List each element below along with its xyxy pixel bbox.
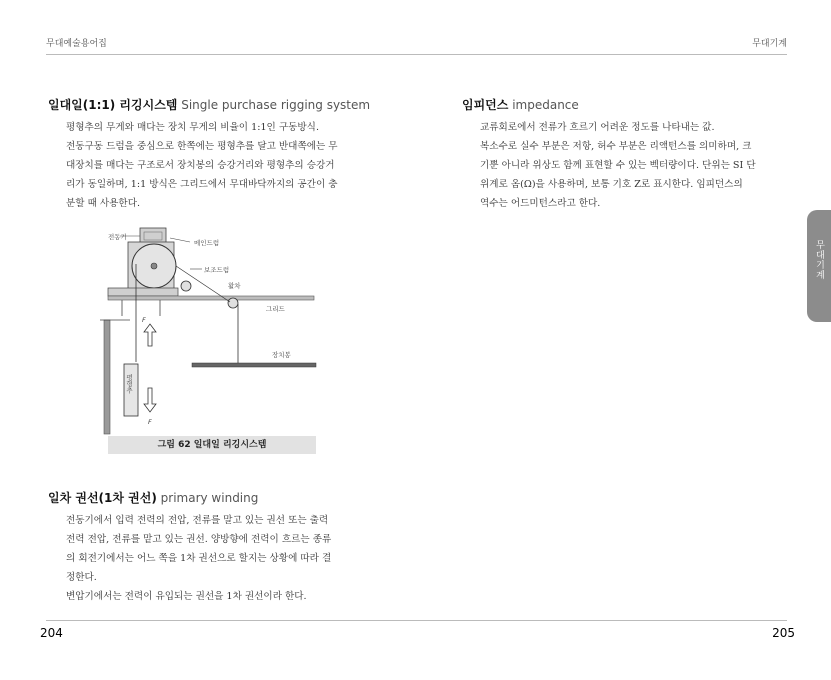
entry-title-korean: 일대일(1:1) 리깅시스템 [48,98,178,112]
running-header-section: 무대기계 [752,39,787,49]
entry-single-purchase-rigging [48,96,374,213]
motor-label: 전동기 [108,233,127,241]
entry-title-korean: 일차 권선(1차 권선) [48,491,157,505]
page-number-left: 204 [40,626,63,640]
entry-title-english: Single purchase rigging system [181,98,371,112]
entry-line: 전동기에서 입력 전력의 전압, 전류를 말고 있는 권선 또는 출력 [66,515,329,526]
entry-line: 위계로 옴(Ω)을 사용하며, 보통 기호 Z로 표시한다. 임피던스의 [480,179,743,190]
entry-line: 역수는 어드미턴스라고 한다. [480,198,601,209]
entry-line: 변압기에서는 전력이 유입되는 권선을 1차 권선이라 한다. [66,591,307,602]
entry-line: 분할 때 사용한다. [66,198,141,209]
figure-single-purchase-rigging [100,224,322,456]
main-drum-axle [151,263,157,269]
grid-beam [108,296,314,300]
entry-line: 기뿐 아니라 위상도 함께 표현할 수 있는 벡터량이다. 단위는 SI 단 [480,160,756,171]
header-rule [46,54,787,55]
footer-rule [46,620,787,621]
main-drum-leader-line [170,238,190,242]
entry-line: 평형추의 무게와 매다는 장치 무게의 비율이 1:1인 구동방식. [66,122,319,133]
entry-line: 리가 동일하며, 1:1 방식은 그리드에서 무대바닥까지의 공간이 충 [66,179,338,190]
entry-title [48,489,378,506]
entry-line: 정한다. [66,572,97,583]
entry-title-english: primary winding [160,491,259,505]
batten [192,363,316,367]
entry-line: 대장치를 매다는 구조로서 장치봉의 승강거리와 평형추의 승강거 [66,160,335,171]
up-force-arrow-icon [144,324,156,346]
entry-line: 복소수로 실수 부분은 저항, 허수 부분은 리액턴스를 의미하며, 크 [480,141,752,152]
running-header-book-title: 무대예술용어집 [46,39,107,49]
entry-line: 전력 전압, 전류를 맡고 있는 권선. 양방향에 전력이 흐르는 종류 [66,534,332,545]
entry-line: 교류회로에서 전류가 흐르기 어려운 정도를 나타내는 값. [480,122,715,133]
entry-title-english: impedance [512,98,579,112]
entry-line: 의 회전기에서는 어느 쪽을 1차 권선으로 할지는 상황에 따라 결 [66,553,332,564]
main-drum-label: 메인드럼 [194,239,220,247]
entry-title [462,96,792,113]
page-number-right: 205 [772,626,795,640]
aux-drum-label: 보조드럼 [204,266,230,274]
batten-label: 장치봉 [272,351,291,359]
pulley [228,298,238,308]
wall [104,320,110,434]
entry-body [48,511,378,606]
section-side-tab[interactable] [807,210,831,322]
entry-title [48,96,374,113]
entry-line: 전동구동 드럼을 중심으로 한쪽에는 평형추를 달고 반대쪽에는 무 [66,141,338,152]
rigging-diagram [100,224,322,436]
pulley-label: 활차 [228,282,241,290]
counterweight-label: 평형추 [125,374,133,394]
figure-caption: 그림 62 일대일 리깅시스템 [108,436,316,454]
down-force-arrow-icon [144,388,156,412]
drum-stand [108,288,178,296]
side-tab-label: 무대기계 [814,240,824,280]
entry-primary-winding [48,489,378,606]
entry-body [462,118,792,213]
force-up-label: F [142,316,146,324]
entry-title-korean: 임피던스 [462,98,509,112]
grid-label: 그리드 [266,305,285,313]
aux-drum [181,281,191,291]
force-down-label: F [148,418,152,426]
entry-impedance [462,96,792,213]
entry-body [48,118,374,213]
